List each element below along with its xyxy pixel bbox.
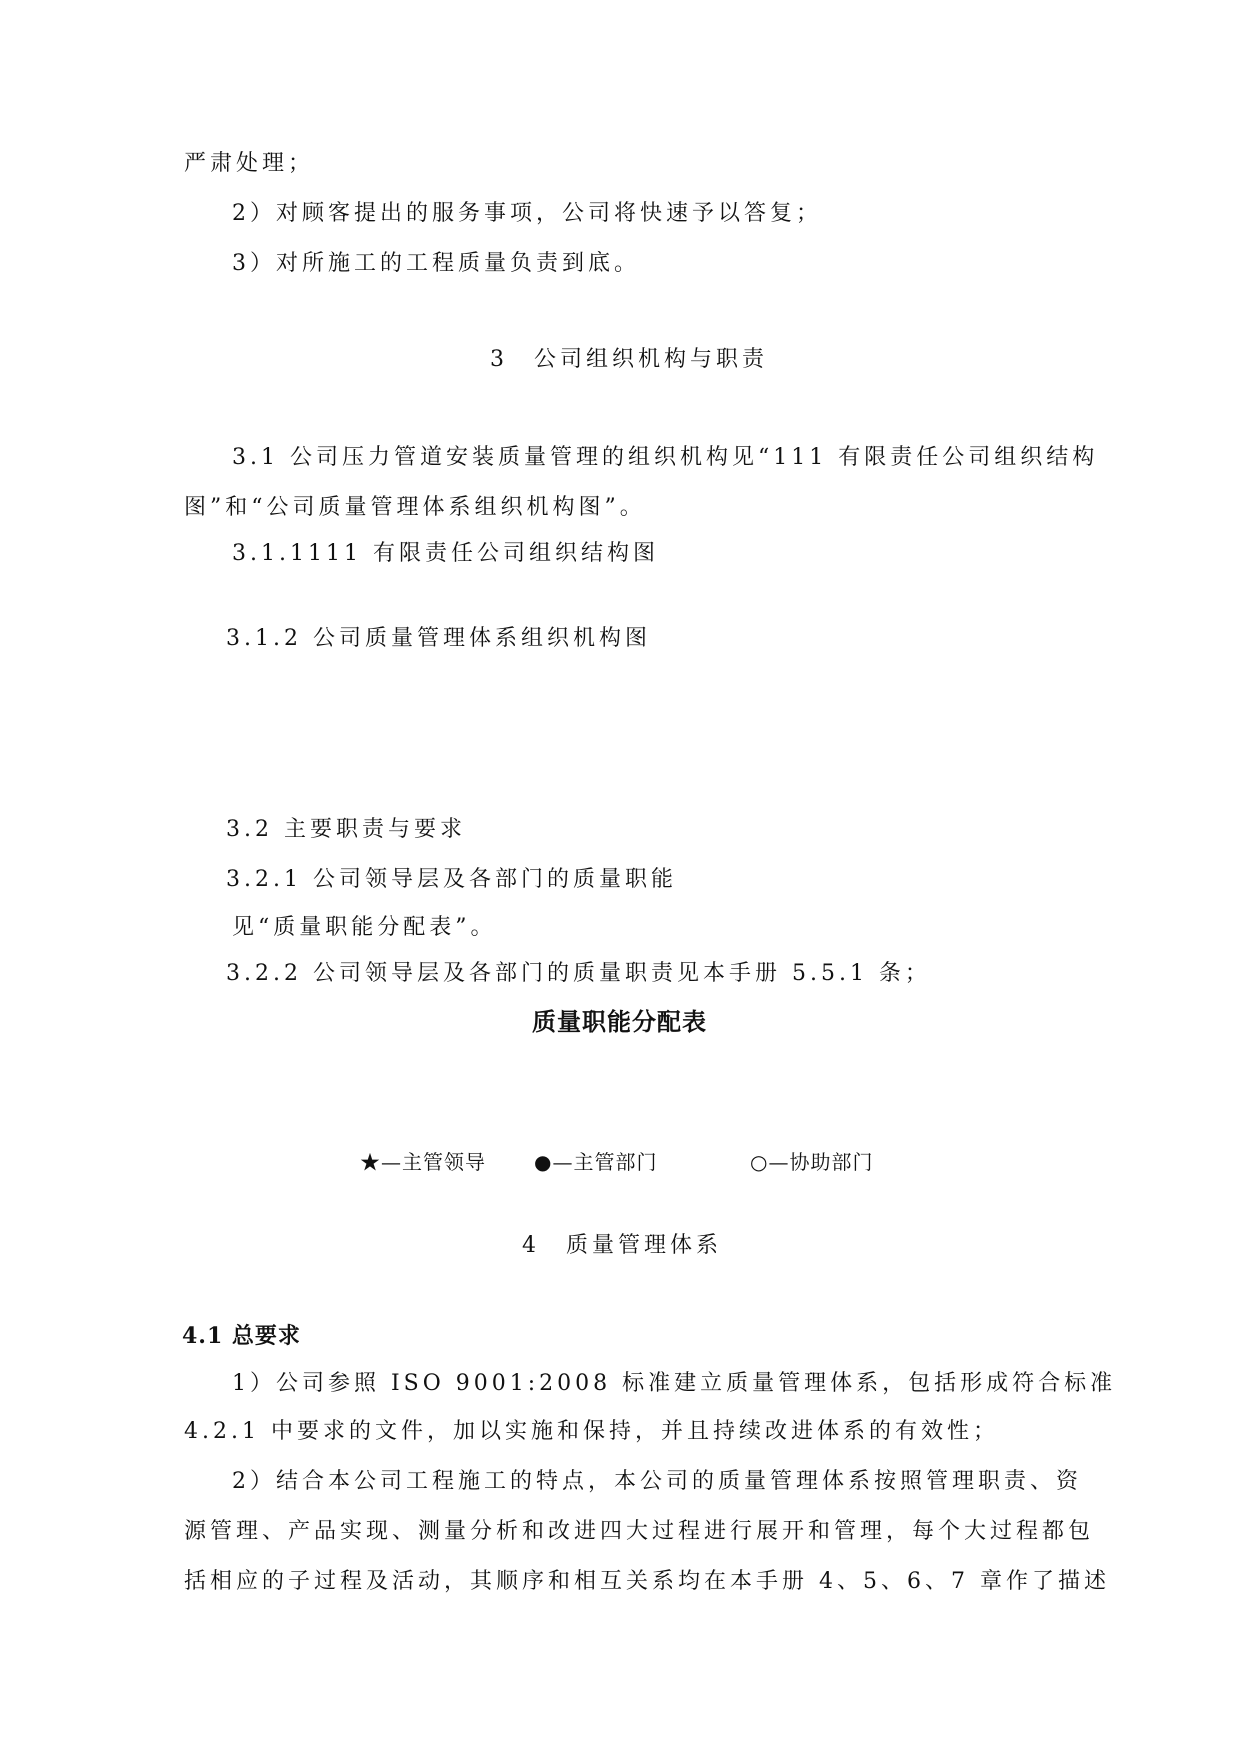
text-line: 括相应的子过程及活动，其顺序和相互关系均在本手册 4、5、6、7 章作了描述 xyxy=(184,1569,1110,1594)
text-line: 3.1 公司压力管道安装质量管理的组织机构见“111 有限责任公司组织结构 xyxy=(232,445,1099,470)
text-line: 严肃处理； xyxy=(184,151,315,176)
text-line: 3.2 主要职责与要求 xyxy=(226,817,466,842)
text-line: 3）对所施工的工程质量负责到底。 xyxy=(232,251,640,276)
legend-leader: ★—主管领导 xyxy=(360,1150,486,1174)
section-heading: 3 公司组织机构与职责 xyxy=(490,347,768,372)
legend-assist: ○—协助部门 xyxy=(750,1150,874,1174)
text-line: 源管理、产品实现、测量分析和改进四大过程进行展开和管理，每个大过程都包 xyxy=(184,1519,1095,1544)
legend xyxy=(360,1146,920,1176)
text-line: 4.2.1 中要求的文件，加以实施和保持，并且持续改进体系的有效性； xyxy=(184,1419,999,1444)
text-line: 图”和“公司质量管理体系组织机构图”。 xyxy=(184,495,646,520)
text-line: 1）公司参照 ISO 9001:2008 标准建立质量管理体系，包括形成符合标准 xyxy=(232,1371,1117,1396)
text-line: 3.2.1 公司领导层及各部门的质量职能 xyxy=(226,867,677,892)
text-line: 2）对顾客提出的服务事项，公司将快速予以答复； xyxy=(232,201,822,226)
table-title: 质量职能分配表 xyxy=(532,1008,707,1036)
text-line: 见“质量职能分配表”。 xyxy=(232,915,497,940)
text-line: 2）结合本公司工程施工的特点，本公司的质量管理体系按照管理职责、资 xyxy=(232,1469,1082,1494)
section-heading: 4 质量管理体系 xyxy=(522,1233,722,1258)
text-line: 3.1.2 公司质量管理体系组织机构图 xyxy=(226,626,651,651)
subsection-heading: 4.1 总要求 xyxy=(182,1323,301,1349)
text-line: 3.1.1111 有限责任公司组织结构图 xyxy=(232,541,659,566)
legend-dept: ●—主管部门 xyxy=(534,1150,658,1174)
text-line: 3.2.2 公司领导层及各部门的质量职责见本手册 5.5.1 条； xyxy=(226,961,931,986)
